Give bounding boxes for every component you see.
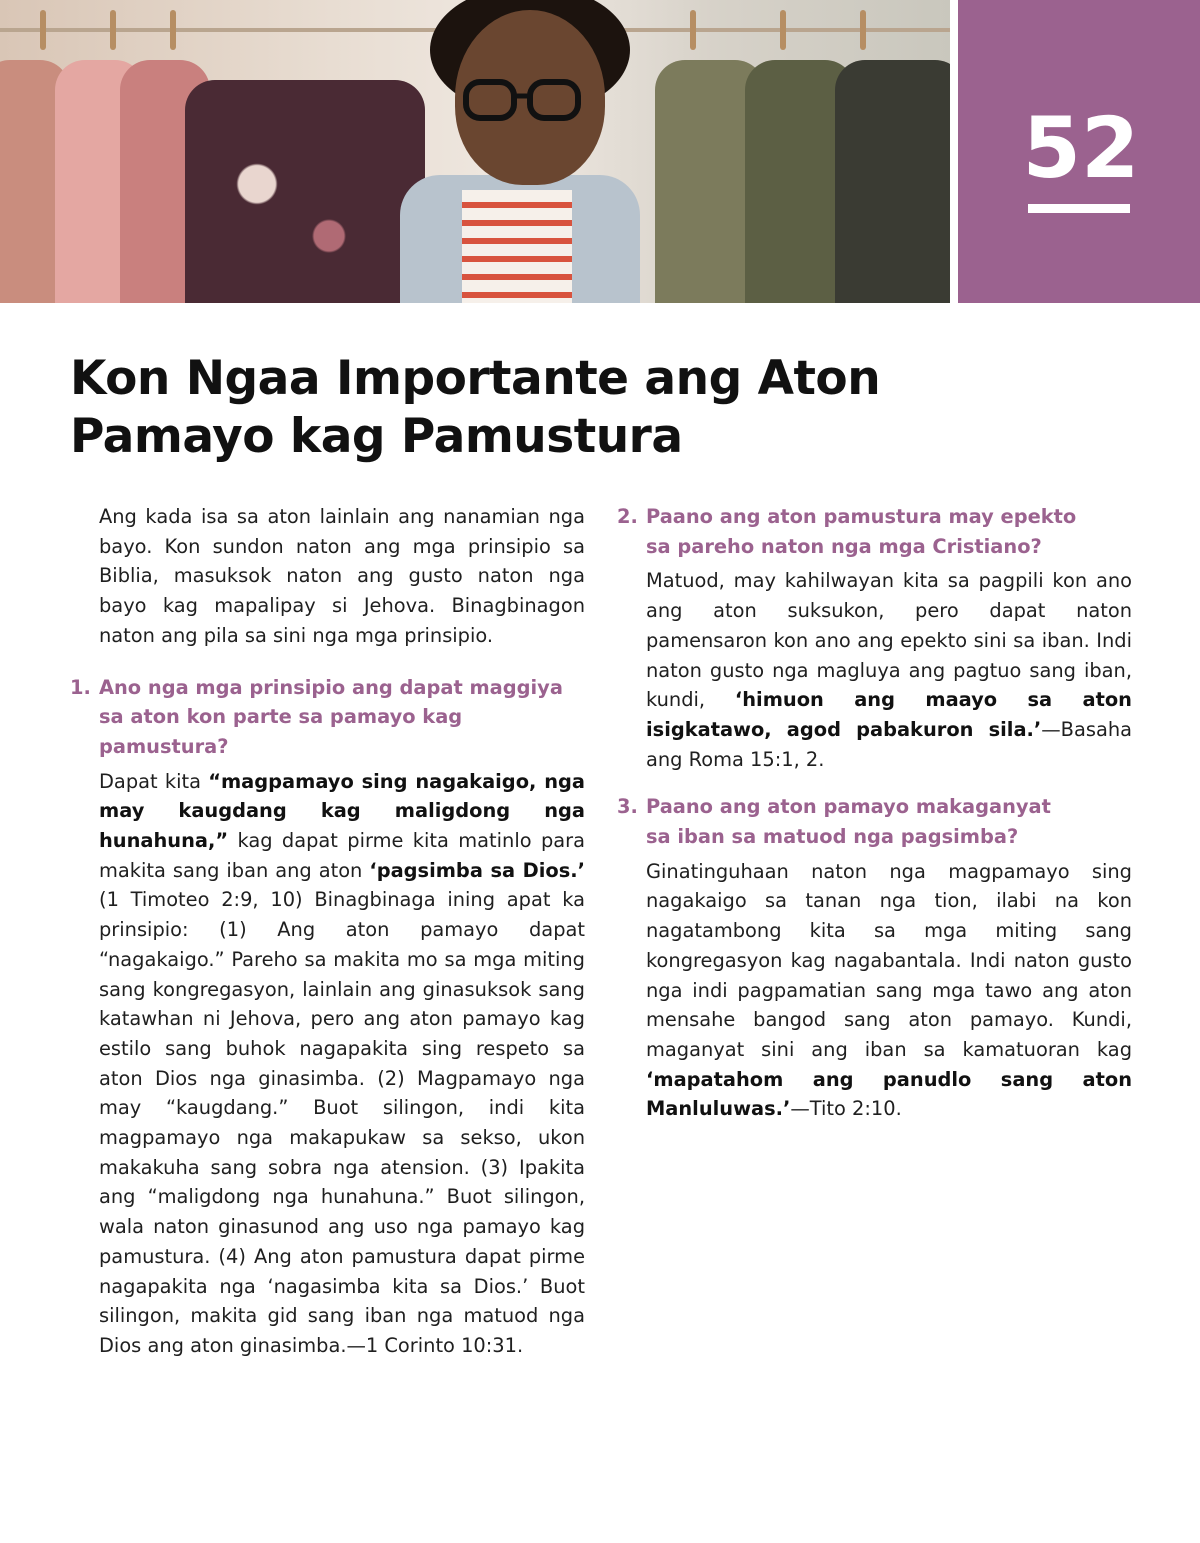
hanger-hook	[780, 10, 786, 50]
answer-text: —Tito 2:10.	[790, 1097, 902, 1121]
answer-2	[646, 566, 1132, 774]
page-title	[70, 350, 970, 466]
person-striped-shirt	[462, 190, 572, 303]
answer-bold-text: ‘himuon ang maayo sa aton isigkatawo, agod pabakuron sila.’	[646, 688, 1132, 741]
chapter-underline	[1028, 204, 1130, 213]
left-column	[70, 502, 585, 1361]
answer-text: Matuod, may kahilwayan kita sa pagpili kon ano ang aton suksukon, pero dapat naton pamensaron kon ano ang epekto sini sa iban. Indi naton gusto nga magluya ang pagtuo sang iban, kundi,	[646, 569, 1132, 712]
hanger-hook	[170, 10, 176, 50]
question-text-line-1: Paano ang aton pamayo makaganyat	[646, 795, 1051, 819]
hanger-hook	[690, 10, 696, 50]
question-text-line-2: sa aton kon parte sa pamayo kag pamustura?	[99, 705, 463, 758]
question-text-line-1: Paano ang aton pamustura may epekto	[646, 505, 1077, 528]
question-number: 2.	[617, 505, 638, 528]
question-text-line-1: Ano nga mga prinsipio ang dapat maggiya	[99, 675, 563, 699]
hanger-hook	[40, 10, 46, 50]
section-spacer	[646, 774, 1132, 792]
question-3	[617, 792, 1132, 851]
hanger-hook	[860, 10, 866, 50]
title-line-1: Kon Ngaa Importante ang Aton	[70, 351, 881, 406]
question-1	[70, 673, 585, 762]
question-2	[617, 502, 1132, 561]
answer-bold-text: ‘pagsimba sa Dios.’	[369, 858, 585, 882]
answer-1	[99, 767, 585, 1361]
right-column	[617, 502, 1132, 1124]
answer-bold-text: ‘mapatahom ang panudlo sang aton Manluluwas.’	[646, 1067, 1132, 1121]
clothing-item	[835, 60, 950, 303]
answer-text: kag dapat pirme kita matinlo para makita sang iban ang aton	[99, 829, 585, 882]
title-line-2: Pamayo kag Pamustura	[70, 409, 683, 464]
answer-3	[646, 857, 1132, 1124]
hanger-hook	[110, 10, 116, 50]
floral-blouse	[185, 80, 425, 303]
answer-text: Ginatinguhaan naton nga magpamayo sing nagakaigo sa tanan nga tion, ilabi na kon nagatambong kita sa mga miting sang kongregasyon kag nagabantala. Indi naton gusto nga indi pagpamatian sang mga tawo ang aton mensahe bangod sang aton pamayo. Kundi, maganyat sini ang iban sa kamatuoran kag	[646, 859, 1132, 1061]
question-text-line-2: sa iban sa matuod nga pagsimba?	[646, 825, 1019, 849]
chapter-number: 52	[1022, 99, 1140, 197]
question-number: 1.	[70, 675, 91, 699]
answer-text: (1 Timoteo 2:9, 10) Binagbinaga ining apat ka prinsipio: (1) Ang aton pamayo dapat “nagakaigo.” Pareho sa makita mo sa mga miting sang kongregasyon, lainlain ang ginasuksok sang katawhan ni Jehova, pero ang aton pamayo kag estilo sang buhok nagapakita sing respeto sa aton Dios nga ginasimba. (2) Magpamayo nga may “kaugdang.” Buot silingon, indi kita magpamayo nga makapukaw sa sekso, ukon makakuha sang sobra nga atension. (3) Ipakita ang “maligdong nga hunahuna.” Buot silingon, wala naton ginasunod ang uso nga pamayo kag pamustura. (4) Ang aton pamustura dapat pirme nagapakita nga ‘nagasimba kita sa Dios.’ Buot silingon, makita gid sang iban nga matuod nga Dios ang aton ginasimba.—1 Corinto 10:31.	[99, 888, 585, 1357]
intro-paragraph: Ang kada isa sa aton lainlain ang nanamian nga bayo. Kon sundon naton ang mga prinsipio sa Biblia, masuksok naton ang gusto naton nga bayo kag mapalipay si Jehova. Binagbinagon naton ang pila sa sini nga mga prinsipio.	[99, 505, 585, 647]
question-text-line-2: sa pareho naton nga mga Cristiano?	[646, 534, 1042, 558]
answer-text: Dapat kita	[99, 769, 209, 793]
answer-bold-text: “magpamayo sing nagakaigo, nga may kaugdang kag maligdong nga hunahuna,”	[99, 769, 585, 853]
header-photo	[0, 0, 950, 303]
chapter-badge	[958, 0, 1200, 303]
answer-text: —Basaha ang Roma 15:1, 2.	[646, 717, 1132, 771]
glasses-icon	[462, 78, 582, 122]
question-number: 3.	[617, 795, 638, 819]
